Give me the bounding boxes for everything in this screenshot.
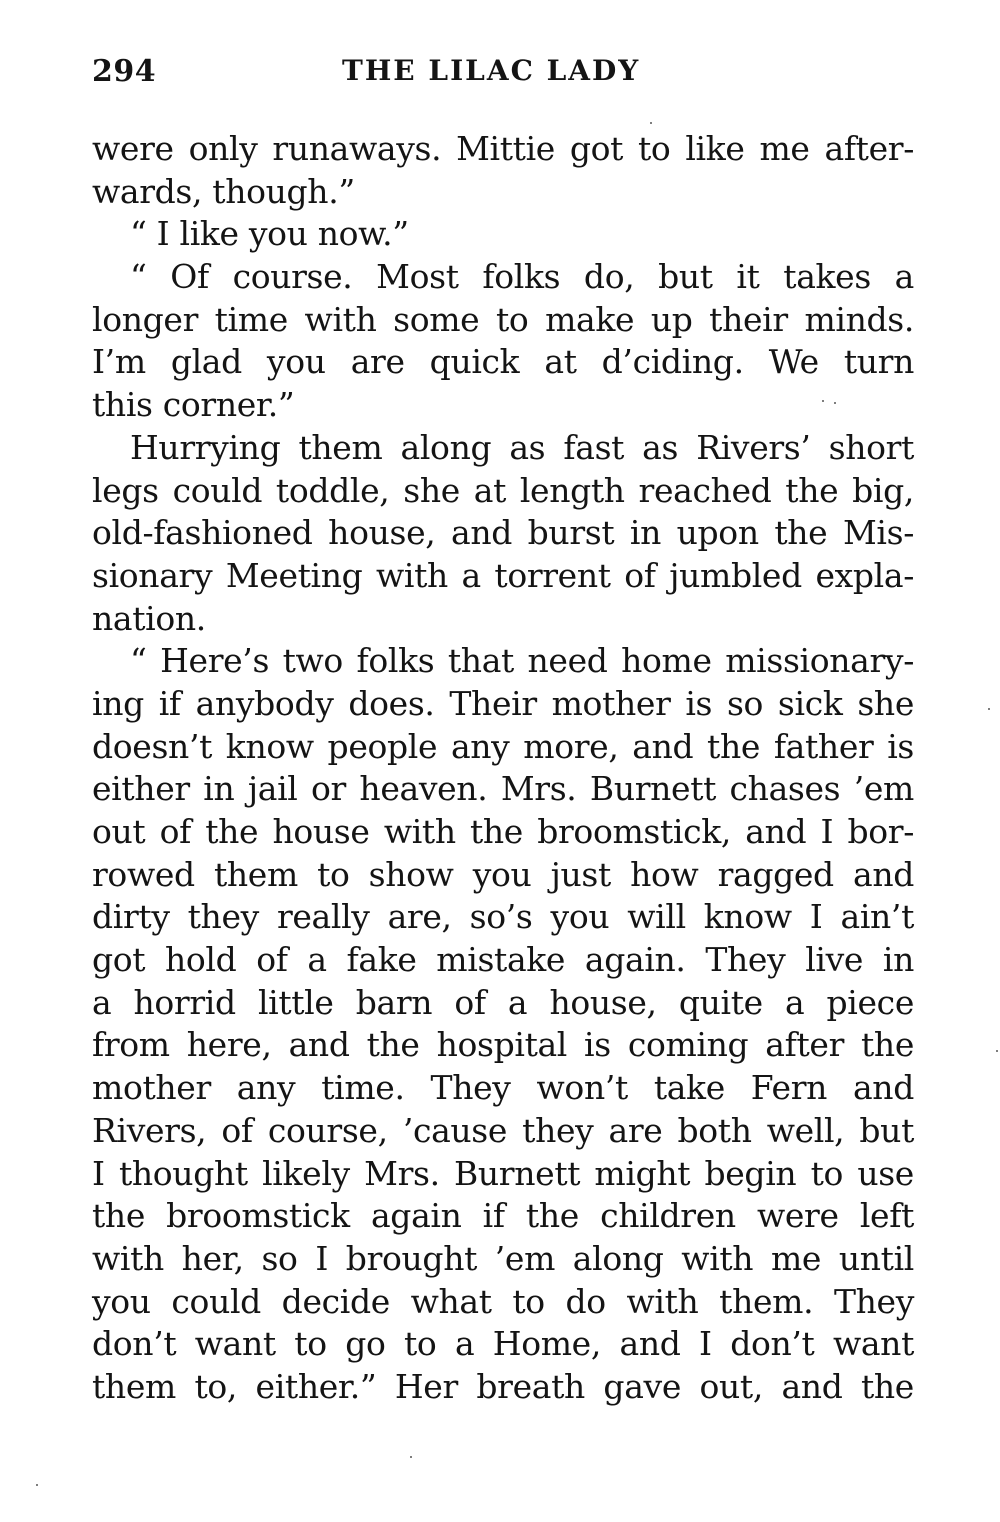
text-line: were only runaways. Mittie got to like me after- [92,129,914,168]
text-line: old-fashioned house, and burst in upon the Mis- [92,513,914,553]
text-line: “ Here’s two folks that need home missionary- [130,641,914,681]
text-line: wards, though.” [92,171,355,211]
text-line: mother any time. They won’t take Fern and [92,1068,914,1108]
book-title: THE LILAC LADY [342,54,641,87]
text-line: them to, either.” Her breath gave out, and the [92,1366,914,1406]
text-line: the broomstick again if the children were left [92,1196,914,1236]
text-line: doesn’t know people any more, and the father is [92,726,914,766]
text-line: you could decide what to do with them. They [92,1281,914,1321]
text-line: I’m glad you are quick at d’ciding. We turn [92,342,914,382]
scan-speck [834,402,836,404]
body-text [92,128,914,1409]
text-line: either in jail or heaven. Mrs. Burnett chases ’em [92,769,914,809]
scan-speck [822,400,824,402]
text-line: “ I like you now.” [130,214,409,254]
scan-speck [650,122,652,124]
text-line: don’t want to go to a Home, and I don’t want [92,1324,914,1364]
text-line: dirty they really are, so’s you will know I ain’t [92,897,914,937]
text-line: I thought likely Mrs. Burnett might begin to use [92,1153,914,1193]
text-line: ing if anybody does. Their mother is so sick she [92,683,914,723]
text-line: longer time with some to make up their minds. [92,299,914,339]
text-line: a horrid little barn of a house, quite a piece [92,982,914,1022]
text-line: “ Of course. Most folks do, but it takes a [130,257,914,297]
text-line: sionary Meeting with a torrent of jumbled expla- [92,555,914,595]
page-number: 294 [92,54,157,89]
text-line: Rivers, of course, ’cause they are both well, but [92,1110,914,1150]
text-line: with her, so I brought ’em along with me until [92,1238,914,1278]
text-line: this corner.” [92,385,295,425]
scan-speck [410,1456,412,1458]
running-head [92,54,912,94]
scan-speck [988,708,990,710]
text-line: rowed them to show you just how ragged and [92,854,914,894]
text-line: out of the house with the broomstick, and I bor- [92,812,914,851]
scan-speck [996,1050,998,1052]
text-line: Hurrying them along as fast as Rivers’ short [130,427,914,467]
text-line: legs could toddle, she at length reached the big, [92,470,914,510]
text-line: nation. [92,598,206,638]
text-line: got hold of a fake mistake again. They live in [92,940,914,980]
scan-speck [36,1484,38,1486]
text-line: from here, and the hospital is coming after the [92,1025,914,1065]
